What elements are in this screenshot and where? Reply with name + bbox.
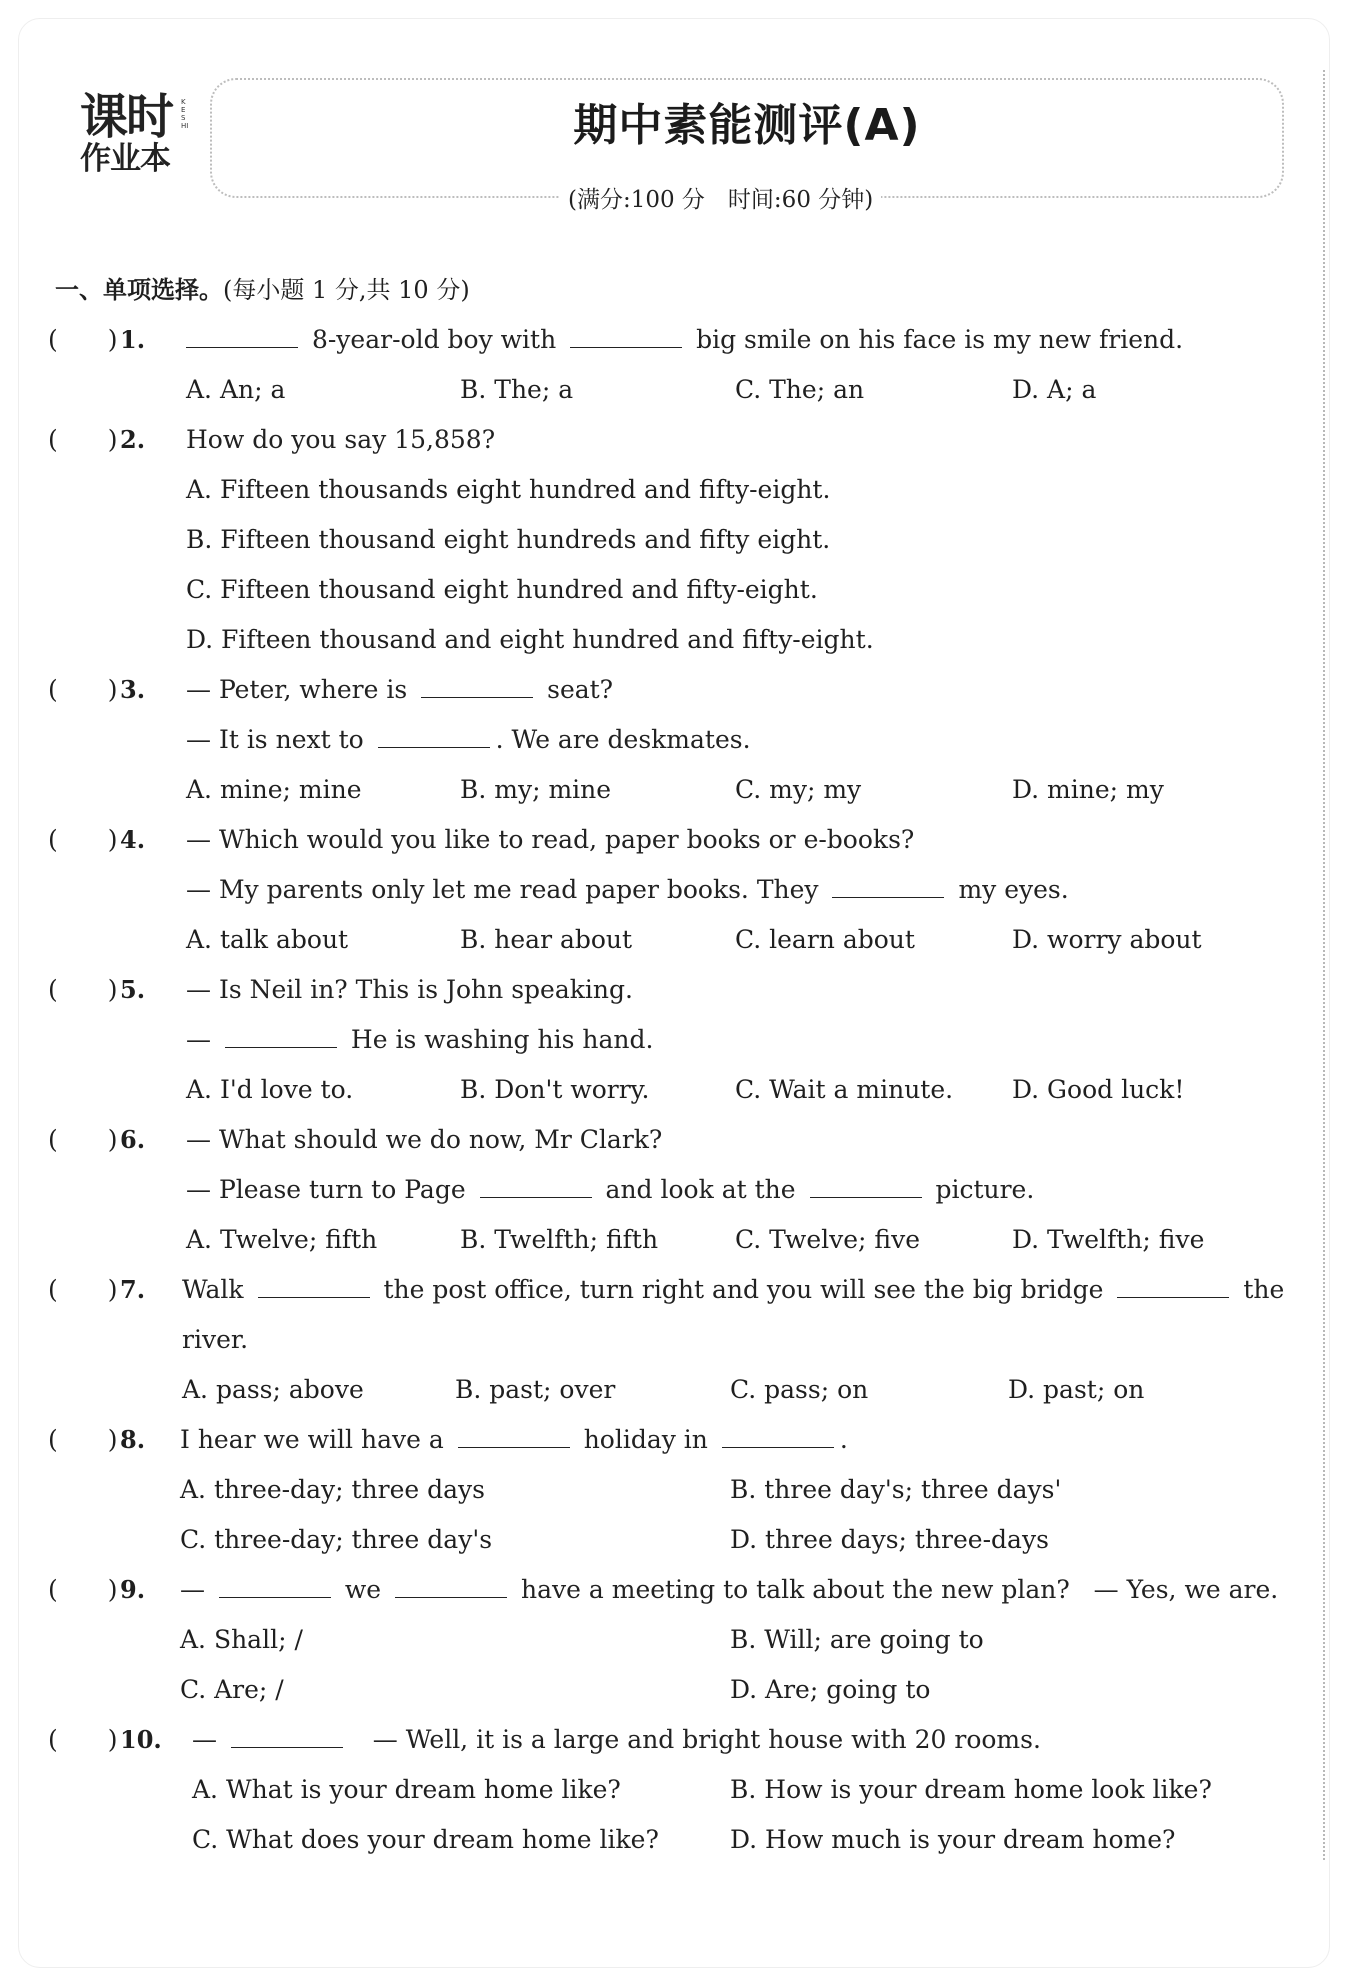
option-b: B. past; over <box>455 1375 616 1404</box>
stem-text: picture. <box>935 1175 1035 1204</box>
stem-text: . We are deskmates. <box>495 725 751 754</box>
stem-text: the <box>1243 1275 1285 1304</box>
question-stem <box>180 1572 1278 1608</box>
option-c: C. Twelve; five <box>735 1225 920 1254</box>
stem-text: — It is next to <box>186 725 364 754</box>
answer-bracket[interactable]: ( ) <box>48 1725 118 1754</box>
option-a: A. I'd love to. <box>186 1075 354 1104</box>
option-d: D. Are; going to <box>730 1675 931 1704</box>
dialogue-line-2 <box>186 722 751 758</box>
stem-text: — Yes, we are. <box>1093 1575 1279 1604</box>
stem-text: 8-year-old boy with <box>311 325 557 354</box>
stem-text: — Peter, where is <box>186 675 408 704</box>
question-number: 6. <box>120 1125 146 1154</box>
option-a: A. What is your dream home like? <box>192 1775 621 1804</box>
option-b: B. Twelfth; fifth <box>460 1225 659 1254</box>
option-d: D. Fifteen thousand and eight hundred and fifty-eight. <box>186 625 874 654</box>
answer-blank[interactable] <box>1117 1273 1229 1298</box>
option-c: C. Wait a minute. <box>735 1075 954 1104</box>
dialogue-line-1: — Is Neil in? This is John speaking. <box>186 975 633 1004</box>
option-d: D. A; a <box>1012 375 1097 404</box>
option-b: B. How is your dream home look like? <box>730 1775 1212 1804</box>
dialogue-line-2 <box>186 872 1069 908</box>
answer-blank[interactable] <box>722 1423 834 1448</box>
stem-text: — <box>186 1025 211 1054</box>
question-number: 4. <box>120 825 146 854</box>
question-stem <box>180 1422 848 1458</box>
dialogue-line-2 <box>186 1022 653 1058</box>
stem-text: holiday in <box>583 1425 708 1454</box>
stem-text: my eyes. <box>958 875 1069 904</box>
question-number: 1. <box>120 325 146 354</box>
binding-dotted-line <box>1323 70 1325 1860</box>
answer-bracket[interactable]: ( ) <box>48 675 118 704</box>
option-a: A. Fifteen thousands eight hundred and fifty-eight. <box>186 475 831 504</box>
stem-text: Walk <box>182 1275 244 1304</box>
answer-blank[interactable] <box>421 673 533 698</box>
option-a: A. An; a <box>186 375 286 404</box>
stem-text: and look at the <box>605 1175 796 1204</box>
option-c: C. learn about <box>735 925 915 954</box>
question-stem <box>186 322 1183 358</box>
answer-bracket[interactable]: ( ) <box>48 1125 118 1154</box>
option-a: A. talk about <box>186 925 349 954</box>
page-title: 期中素能测评(A) <box>573 100 921 151</box>
answer-blank[interactable] <box>378 723 490 748</box>
answer-blank[interactable] <box>186 323 298 348</box>
logo-line2: 作业本 <box>80 141 170 177</box>
option-d: D. worry about <box>1012 925 1202 954</box>
option-a: A. pass; above <box>182 1375 364 1404</box>
answer-bracket[interactable]: ( ) <box>48 825 118 854</box>
stem-text: — Please turn to Page <box>186 1175 466 1204</box>
answer-blank[interactable] <box>480 1173 592 1198</box>
stem-text: seat? <box>547 675 614 704</box>
option-d: D. mine; my <box>1012 775 1164 804</box>
question-stem <box>182 1272 1284 1308</box>
stem-text: — <box>180 1575 205 1604</box>
answer-blank[interactable] <box>810 1173 922 1198</box>
stem-text: — <box>192 1725 217 1754</box>
option-c: C. pass; on <box>730 1375 869 1404</box>
section-title: 一、单项选择。 <box>55 276 223 304</box>
option-b: B. Will; are going to <box>730 1625 984 1654</box>
option-a: A. mine; mine <box>186 775 362 804</box>
question-stem: How do you say 15,858? <box>186 425 496 454</box>
option-c: C. Are; / <box>180 1675 284 1704</box>
question-number: 8. <box>120 1425 146 1454</box>
question-stem-continued: river. <box>182 1325 249 1354</box>
option-d: D. past; on <box>1008 1375 1145 1404</box>
option-d: D. How much is your dream home? <box>730 1825 1176 1854</box>
option-c: C. my; my <box>735 775 862 804</box>
answer-blank[interactable] <box>231 1723 343 1748</box>
logo-line1: 课时 <box>80 89 173 145</box>
stem-text: . <box>839 1425 848 1454</box>
dialogue-line-2 <box>186 1172 1034 1208</box>
option-b: B. Fifteen thousand eight hundreds and fifty eight. <box>186 525 831 554</box>
option-a: A. Twelve; fifth <box>186 1225 378 1254</box>
answer-bracket[interactable]: ( ) <box>48 975 118 1004</box>
answer-bracket[interactable]: ( ) <box>48 325 118 354</box>
section-heading <box>55 272 470 308</box>
stem-text: big smile on his face is my new friend. <box>696 325 1184 354</box>
answer-bracket[interactable]: ( ) <box>48 1425 118 1454</box>
option-c: C. Fifteen thousand eight hundred and fifty-eight. <box>186 575 818 604</box>
option-a: A. Shall; / <box>180 1625 303 1654</box>
answer-blank[interactable] <box>225 1023 337 1048</box>
stem-text: — Well, it is a large and bright house with 20 rooms. <box>372 1725 1041 1754</box>
answer-blank[interactable] <box>832 873 944 898</box>
stem-text: we <box>344 1575 382 1604</box>
logo-pinyin: KESHI <box>181 98 189 130</box>
option-c: C. three-day; three day's <box>180 1525 493 1554</box>
option-b: B. hear about <box>460 925 633 954</box>
stem-text: have a meeting to talk about the new plan? <box>521 1575 1070 1604</box>
option-d: D. Good luck! <box>1012 1075 1185 1104</box>
option-b: B. three day's; three days' <box>730 1475 1062 1504</box>
answer-bracket[interactable]: ( ) <box>48 425 118 454</box>
question-number: 2. <box>120 425 146 454</box>
answer-blank[interactable] <box>219 1573 331 1598</box>
section-note: (每小题 1 分,共 10 分) <box>223 276 470 304</box>
stem-text: I hear we will have a <box>180 1425 444 1454</box>
answer-bracket[interactable]: ( ) <box>48 1575 118 1604</box>
option-a: A. three-day; three days <box>180 1475 485 1504</box>
answer-blank[interactable] <box>458 1423 570 1448</box>
option-d: D. Twelfth; five <box>1012 1225 1205 1254</box>
answer-blank[interactable] <box>570 323 682 348</box>
option-c: C. What does your dream home like? <box>192 1825 659 1854</box>
question-number: 9. <box>120 1575 146 1604</box>
answer-blank[interactable] <box>395 1573 507 1598</box>
dialogue-line-1 <box>186 672 613 708</box>
answer-bracket[interactable]: ( ) <box>48 1275 118 1304</box>
question-number: 10. <box>120 1725 162 1754</box>
score-time-note: (满分:100 分 时间:60 分钟) <box>560 182 881 218</box>
dialogue-line-1: — Which would you like to read, paper books or e-books? <box>186 825 915 854</box>
question-number: 3. <box>120 675 146 704</box>
question-stem <box>192 1722 1041 1758</box>
option-b: B. The; a <box>460 375 574 404</box>
question-number: 5. <box>120 975 146 1004</box>
option-b: B. Don't worry. <box>460 1075 650 1104</box>
option-b: B. my; mine <box>460 775 612 804</box>
dialogue-line-1: — What should we do now, Mr Clark? <box>186 1125 663 1154</box>
stem-text: — My parents only let me read paper books. They <box>186 875 819 904</box>
logo <box>80 89 190 182</box>
stem-text: He is washing his hand. <box>350 1025 654 1054</box>
answer-blank[interactable] <box>258 1273 370 1298</box>
question-number: 7. <box>120 1275 146 1304</box>
stem-text: the post office, turn right and you will see the big bridge <box>383 1275 1104 1304</box>
option-d: D. three days; three-days <box>730 1525 1049 1554</box>
option-c: C. The; an <box>735 375 865 404</box>
